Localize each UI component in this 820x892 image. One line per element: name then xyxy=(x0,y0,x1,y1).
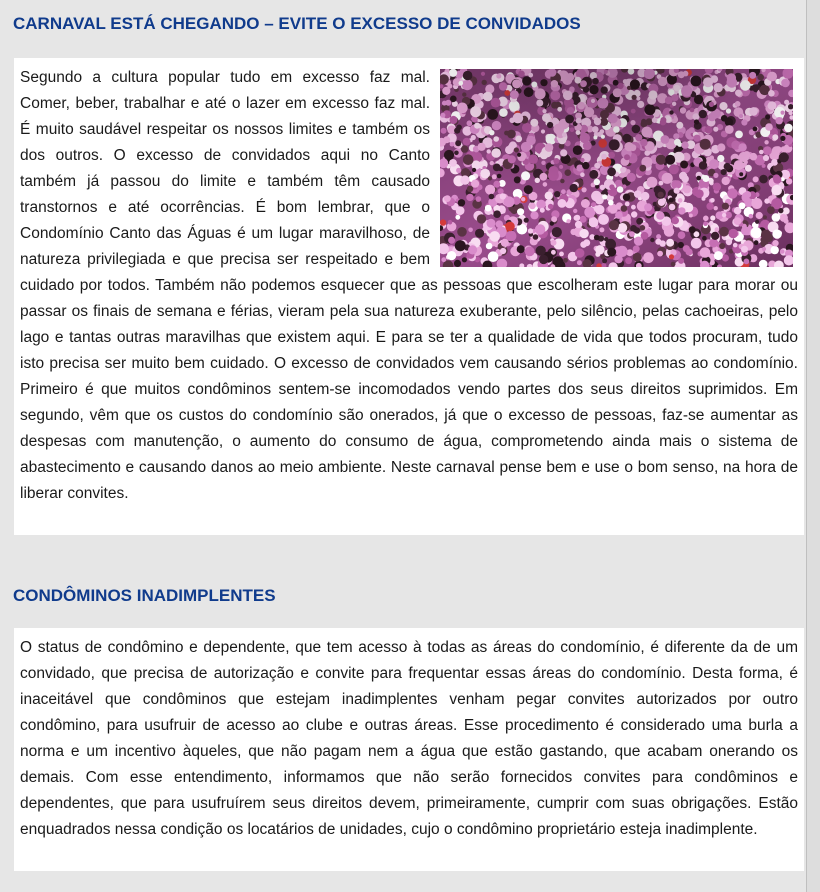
section-panel-inadimplentes xyxy=(14,628,804,871)
section-title-inadimplentes: CONDÔMINOS INADIMPLENTES xyxy=(13,586,276,605)
section-panel-carnaval xyxy=(14,58,804,535)
section-title-carnaval: CARNAVAL ESTÁ CHEGANDO – EVITE O EXCESSO DE CONVIDADOS xyxy=(13,14,581,33)
section-body-inadimplentes: O status de condômino e dependente, que tem acesso à todas as áreas do condomínio, é diferente da de um convidado, que precisa de autorização e convite para frequentar essas áreas do condomínio. Desta forma, é inaceitável que condôminos que estejam inadimplentes venham pegar convites autorizados por outro condômino, para usufruir de acesso ao clube e outras áreas. Esse procedimento é considerado uma burla a norma e um incentivo àqueles, que não pagam nem a água que estão gastando, que acabam onerando os demais. Com esse entendimento, informamos que não serão fornecidos convites para condôminos e dependentes, que para usufruírem seus direitos devem, primeiramente, cumprir com suas obrigações. Estão enquadrados nessa condição os locatários de unidades, cujo o condômino proprietário esteja inadimplente. xyxy=(20,639,798,838)
page-right-border xyxy=(806,0,820,892)
section-body-carnaval: Segundo a cultura popular tudo em excesso faz mal. Comer, beber, trabalhar e até o lazer em excesso faz mal. É muito saudável respeitar os nossos limites e também os dos outros. O excesso de convidados aqui no Canto também já passou do limite e também têm causado transtornos e até ocorrências. É bom lembrar, que o Condomínio Canto das Águas é um lugar maravilhoso, de natureza privilegiada e que precisa ser respeitado e bem cuidado por todos. Também não podemos esquecer que as pessoas que escolheram este lugar para morar ou passar os finais de semana e férias, vieram pela sua natureza exuberante, pelo silêncio, pelas cachoeiras, pelo lago e tantas outras maravilhas que existem aqui. E para se ter a qualidade de vida que todos procuram, tudo isto precisa ser muito bem cuidado. O excesso de convidados vem causando sérios problemas ao condomínio. Primeiro é que muitos condôminos sentem-se incomodados vendo partes dos seus direitos suprimidos. Em segundo, vêm que os custos do condomínio são onerados, já que o excesso de pessoas, faz-se aumentar as despesas com manutenção, o aumento do consumo de água, comprometendo ainda mais o sistema de abastecimento e causando danos ao meio ambiente. Neste carnaval pense bem e use o bom senso, na hora de liberar convites. xyxy=(20,69,798,502)
crowd-photo xyxy=(440,69,793,267)
